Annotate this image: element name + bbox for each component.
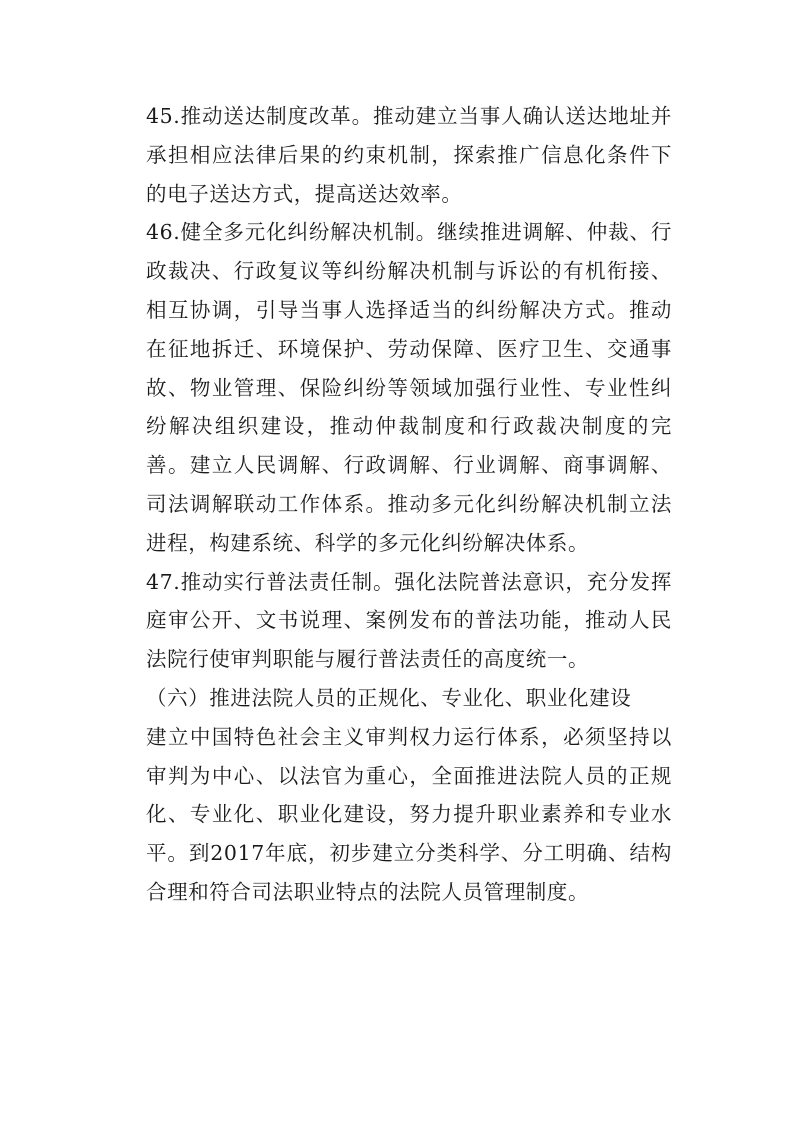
- paragraph-item-46: 46.健全多元化纠纷解决机制。继续推进调解、仲裁、行政裁决、行政复议等纠纷解决机制与诉讼的有机衔接、相互协调，引导当事人选择适当的纠纷解决方式。推动在征地拆迁、环境保护、劳动保障、医疗卫生、交通事故、物业管理、保险纠纷等领域加强行业性、专业性纠纷解决组织建设，推动仲裁制度和行政裁决制度的完善。建立人民调解、行政调解、行业调解、商事调解、司法调解联动工作体系。推动多元化纠纷解决机制立法进程，构建系统、科学的多元化纠纷解决体系。: [146, 220, 672, 555]
- section-heading-6: （六）推进法院人员的正规化、专业化、职业化建设: [146, 685, 632, 710]
- paragraph-section-6-intro: 建立中国特色社会主义审判权力运行体系，必须坚持以审判为中心、以法官为重心，全面推进法院人员的正规化、专业化、职业化建设，努力提升职业素养和专业水平。到2017年底，初步建立分类科学、分工明确、结构合理和符合司法职业特点的法院人员管理制度。: [146, 724, 672, 904]
- paragraph-item-47: 47.推动实行普法责任制。强化法院普法意识，充分发挥庭审公开、文书说理、案例发布的普法功能，推动人民法院行使审判职能与履行普法责任的高度统一。: [146, 569, 672, 672]
- paragraph-item-45: 45.推动送达制度改革。推动建立当事人确认送达地址并承担相应法律后果的约束机制，探索推广信息化条件下的电子送达方式，提高送达效率。: [146, 104, 672, 206]
- document-body: [146, 97, 672, 912]
